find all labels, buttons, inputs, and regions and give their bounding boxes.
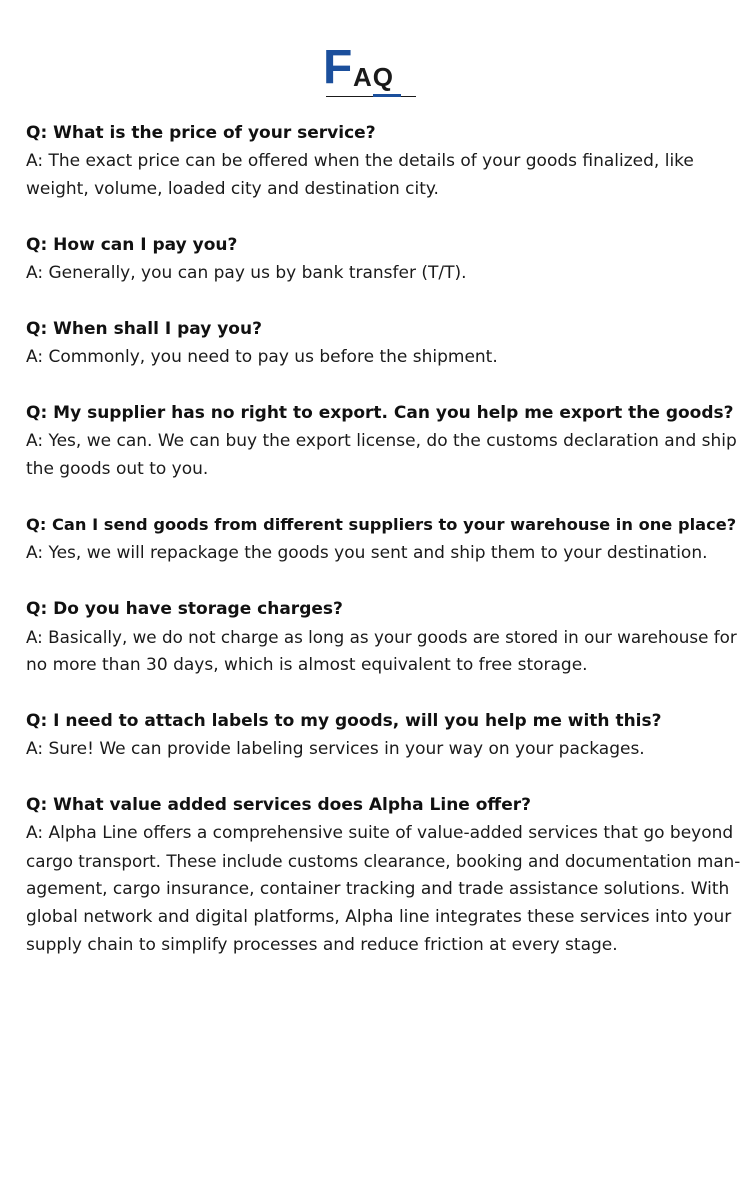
faq-item (26, 707, 741, 763)
faq-question: Q: I need to attach labels to my goods, will you help me with this? (26, 711, 662, 731)
faq-answer-line: A: Yes, we will repackage the goods you sent and ship them to your destination. (26, 543, 708, 563)
faq-logo-text: AQ (353, 62, 394, 92)
faq-answer-line: A: Yes, we can. We can buy the export license, do the customs declaration and ship (26, 431, 737, 451)
faq-item (26, 399, 741, 483)
faq-answer-line: A: Basically, we do not charge as long as your goods are stored in our warehouse for (26, 627, 737, 647)
faq-answer-line: no more than 30 days, which is almost equivalent to free storage. (26, 655, 588, 675)
faq-item (26, 595, 741, 679)
faq-question: Q: What is the price of your service? (26, 123, 376, 143)
faq-item (26, 791, 741, 959)
faq-question: Q: What value added services does Alpha Line offer? (26, 795, 531, 815)
faq-answer-line: A: Commonly, you need to pay us before the shipment. (26, 347, 498, 367)
faq-logo-letter: F (323, 41, 353, 94)
faq-answer-line: A: Sure! We can provide labeling services in your way on your packages. (26, 739, 645, 759)
faq-question: Q: How can I pay you? (26, 235, 238, 255)
faq-question: Q: Do you have storage charges? (26, 599, 343, 619)
faq-answer-line: global network and digital platforms, Alpha line integrates these services into your (26, 907, 732, 927)
faq-question: Q: Can I send goods from different suppliers to your warehouse in one place? (26, 515, 737, 534)
faq-item (26, 511, 741, 567)
faq-item (26, 231, 741, 287)
faq-answer-line: supply chain to simplify processes and reduce friction at every stage. (26, 935, 618, 955)
faq-answer-line: weight, volume, loaded city and destination city. (26, 179, 439, 199)
faq-question: Q: My supplier has no right to export. Can you help me export the goods? (26, 403, 734, 423)
faq-answer-line: the goods out to you. (26, 459, 209, 479)
faq-answer-line: A: Generally, you can pay us by bank transfer (T/T). (26, 263, 467, 283)
faq-answer-line: cargo transport. These include customs clearance, booking and documentation man- (26, 851, 741, 871)
faq-answer-line: A: The exact price can be offered when the details of your goods finalized, like (26, 151, 694, 171)
faq-item (26, 119, 741, 203)
faq-header (0, 40, 750, 102)
faq-logo-accent-bar (373, 94, 401, 97)
faq-list (26, 119, 741, 987)
faq-logo-underline (326, 96, 416, 97)
faq-answer-line: agement, cargo insurance, container tracking and trade assistance solutions. With (26, 879, 730, 899)
faq-answer-line: A: Alpha Line offers a comprehensive suite of value-added services that go beyond (26, 823, 734, 843)
faq-question: Q: When shall I pay you? (26, 319, 262, 339)
faq-item (26, 315, 741, 371)
